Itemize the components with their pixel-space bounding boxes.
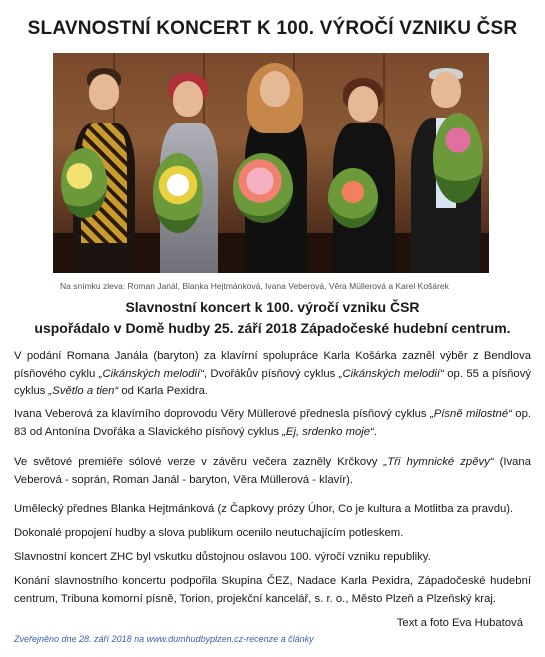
article-headline: SLAVNOSTNÍ KONCERT K 100. VÝROČÍ VZNIKU ČSR [27, 18, 518, 39]
paragraph-3: Ve světové premiéře sólové verze v závěru večera zazněly Krčkovy „Tři hymnické zpěvy“ (Ivana Veberová - soprán, Roman Janál - baryton, Věra Müllerová - klavír). [14, 456, 532, 486]
concert-photo [53, 53, 489, 273]
bouquet-1 [61, 148, 107, 218]
photo-caption: Na snímku zleva: Roman Janál, Blanka Hejtmánková, Ivana Veberová, Věra Müllerová a Karel Košárek [60, 281, 449, 291]
bouquet-4 [328, 168, 378, 228]
paragraph-2: Ivana Veberová za klavírního doprovodu Věry Müllerové přednesla písňový cyklus „Písně milostné“ op. 83 od Antonína Dvořáka a Slavického písňový cyklus „Ej, srdenko moje“. [14, 408, 531, 438]
subheading-line2: uspořádalo v Domě hudby 25. září 2018 Západočeské hudební centrum. [34, 320, 511, 336]
paragraph-1: V podání Romana Janála (baryton) za klavírní spolupráce Karla Košárka zazněl výběr z Bendlova písňového cyklu „Cikánských melodií“, Dvořákův písňový cyklus „Cikánských melodií“ op. 55 a písňový cyklus „Světlo a tien“ od Karla Pexidra. [14, 350, 531, 397]
bouquet-3 [233, 153, 293, 223]
subheading-line1: Slavnostní koncert k 100. výročí vzniku ČSR [125, 299, 420, 315]
publication-footer: Zveřejněno dne 28. září 2018 na www.dumhudbyplzen.cz-recenze a články [14, 634, 314, 644]
photo-credit: Text a foto Eva Hubatová [396, 617, 523, 629]
paragraph-4: Umělecký přednes Blanka Hejtmánková (z Čapkovy prózy Úhor, Co je kultura a Motlitba za pravdu). [14, 503, 514, 515]
paragraph-7: Konání slavnostního koncertu podpořila Skupina ČEZ, Nadace Karla Pexidra, Západočeské hudební centrum, Tribuna komorní písně, Torion, projekční kancelář, s. r. o., Město Plzeň a Plzeňský kraj. [14, 575, 531, 605]
paragraph-6: Slavnostní koncert ZHC byl vskutku důstojnou oslavou 100. výročí vzniku republiky. [14, 551, 431, 563]
paragraph-5: Dokonalé propojení hudby a slova publikum ocenilo neutuchajícím potleskem. [14, 527, 404, 539]
bouquet-5 [433, 113, 483, 203]
bouquet-2 [153, 153, 203, 233]
